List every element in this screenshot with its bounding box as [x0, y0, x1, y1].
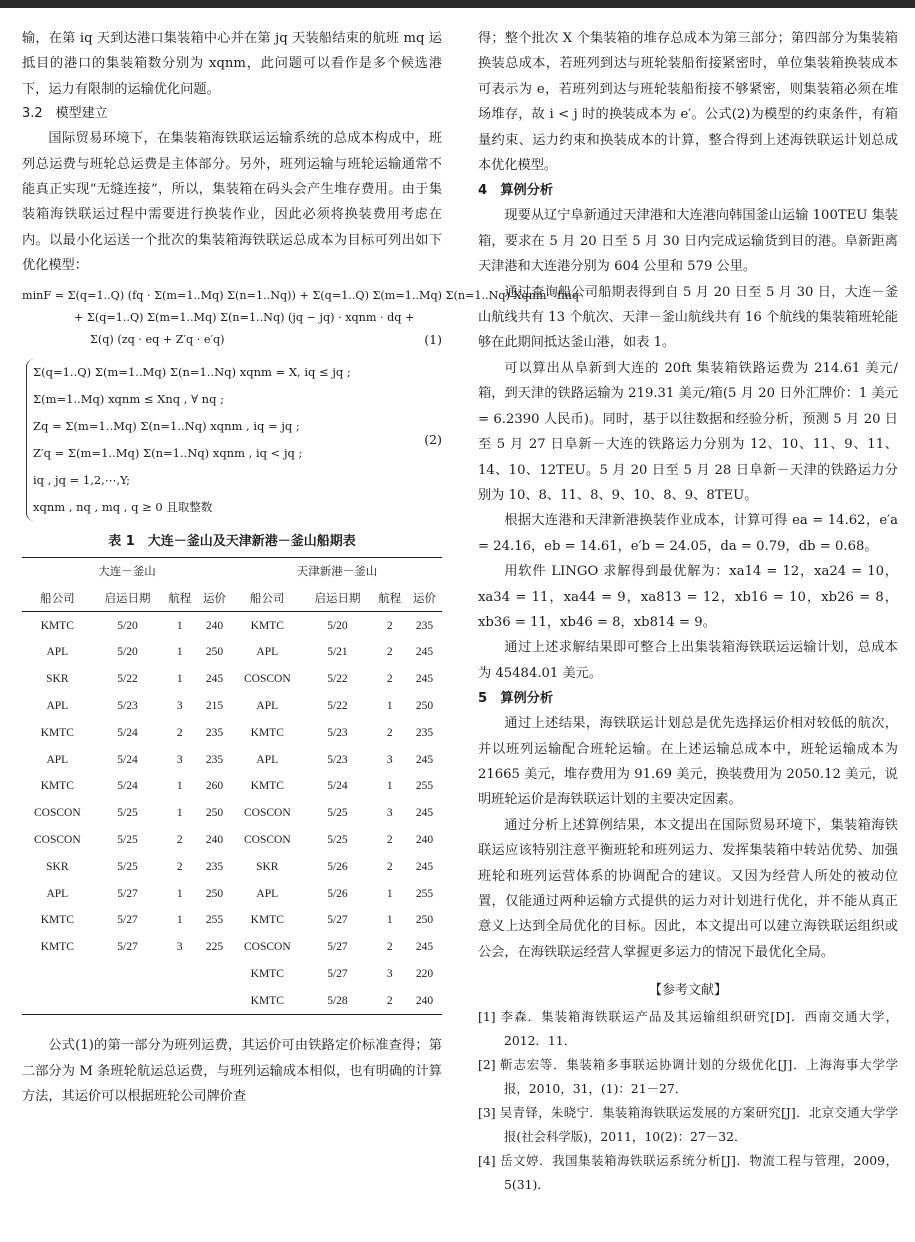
table-cell: 3	[176, 700, 183, 713]
table-cell: KMTC	[250, 726, 284, 739]
table-row	[22, 827, 442, 854]
table-cell: 1	[176, 619, 183, 632]
table-column-header: 运价	[407, 584, 442, 611]
table-cell: 5/25	[117, 834, 138, 847]
table-cell: 3	[386, 807, 393, 820]
table-row	[22, 746, 442, 773]
table-cell: 2	[386, 619, 393, 632]
table-cell: 2	[176, 726, 183, 739]
table-column-header: 启运日期	[93, 584, 163, 611]
table-cell: 5/25	[117, 807, 138, 820]
group-header-tianjin: 天津新港－釜山	[232, 557, 442, 584]
table-cell: APL	[46, 646, 69, 659]
table-cell: 245	[415, 807, 434, 820]
table-cell: 5/27	[327, 968, 348, 980]
reference-item: [3] 吴青铎，朱晓宁．集装箱海铁联运发展的方案研究[J]．北京交通大学学报(社会科学版)，2011，10(2)：27－32．	[478, 1105, 898, 1145]
section-4-paragraph: 通过上述求解结果即可整合上出集装箱海铁联运运输计划，总成本为 45484.01 美元。	[478, 640, 898, 681]
table-cell: 1	[176, 887, 183, 900]
table-cell: 235	[205, 753, 224, 766]
table-cell: 240	[415, 834, 434, 847]
table-row	[22, 693, 442, 720]
table-cell	[22, 961, 93, 988]
table-cell: APL	[256, 887, 279, 900]
table-column-header-row	[22, 584, 442, 611]
equation-2-line: iq , jq = 1,2,⋯,Y;	[33, 472, 131, 487]
table-column-header: 船公司	[232, 584, 303, 611]
equation-2	[22, 359, 442, 521]
section-4-paragraph: 可以算出从阜新到大连的 20ft 集装箱铁路运费为 214.61 美元/箱，到天津的铁路运输为 219.31 美元/箱(5 月 20 日外汇牌价：1 美元 = 6.2390 人民币)。同时，基于以往数据和经验分析，预测 5 月 20 日至 5 月 27 日阜新－大连的铁路运力分别为 12、10、11、9、11、14、10、12TEU。5 月 20 日至 5 月 28 日阜新－天津的铁路运力分别为 10、8、11、8、9、10、8、9、8TEU。	[478, 360, 898, 503]
table-cell: 1	[386, 887, 393, 900]
table-cell: 235	[205, 860, 224, 873]
table-cell: 2	[176, 860, 183, 873]
table-cell: APL	[256, 646, 279, 659]
table-cell: 1	[176, 807, 183, 820]
table-cell: 5/22	[327, 673, 348, 686]
table-cell: APL	[256, 700, 279, 713]
table-cell: 2	[176, 834, 183, 847]
table-cell: KMTC	[232, 987, 303, 1014]
table-cell: 3	[176, 753, 183, 766]
table-cell: 245	[415, 646, 434, 659]
reference-item: [1] 李森．集装箱海铁联运产品及其运输组织研究[D]．西南交通大学，2012．11．	[478, 1009, 898, 1049]
table-row	[22, 639, 442, 666]
table-cell: SKR	[46, 860, 69, 873]
table-row	[22, 880, 442, 907]
equation-2-line: Z′q = Σ(m=1..Mq) Σ(n=1..Nq) xqnm , iq < jq ;	[33, 445, 303, 460]
table-cell: 250	[415, 700, 434, 713]
equation-2-number: (2)	[424, 431, 442, 447]
table-cell: 255	[205, 914, 224, 927]
table-cell: 3	[176, 941, 183, 954]
table-cell: COSCON	[243, 673, 291, 686]
table-cell: 2	[386, 860, 393, 873]
table-cell: KMTC	[250, 968, 284, 980]
table-cell: 245	[415, 941, 434, 954]
table-cell: 250	[205, 807, 224, 820]
table-cell: 240	[205, 619, 224, 632]
table-cell: 260	[205, 780, 224, 793]
table-cell	[93, 961, 163, 988]
table-cell: 5/24	[327, 780, 348, 793]
group-header-dalian: 大连－釜山	[22, 557, 232, 584]
table-row	[22, 719, 442, 746]
table-cell: 1	[176, 673, 183, 686]
table-cell: APL	[256, 753, 279, 766]
table-cell: 245	[205, 673, 224, 686]
table-cell: 220	[415, 968, 434, 980]
table-row	[22, 853, 442, 880]
equation-2-line: Σ(q=1..Q) Σ(m=1..Mq) Σ(n=1..Nq) xqnm = X, iq ≤ jq ;	[33, 364, 351, 379]
table-cell: KMTC	[40, 941, 74, 954]
table-body	[22, 612, 442, 1015]
table-cell: 5/25	[327, 834, 348, 847]
table-cell: KMTC	[40, 726, 74, 739]
table-cell: 5/22	[117, 673, 138, 686]
table-cell	[197, 961, 232, 988]
table-row	[22, 800, 442, 827]
table-cell: 215	[205, 700, 224, 713]
table-cell: APL	[46, 700, 69, 713]
table-column-header: 运价	[197, 584, 232, 611]
table-group-header-row	[22, 557, 442, 584]
table-cell: COSCON	[243, 941, 291, 954]
table-cell: 5/27	[117, 941, 138, 954]
schedule-table	[22, 557, 442, 1016]
table-cell: 2	[386, 646, 393, 659]
table-row	[22, 987, 442, 1014]
equation-2-line: Σ(m=1..Mq) xqnm ≤ Xnq , ∀ nq ;	[33, 391, 224, 406]
table-cell: 245	[415, 753, 434, 766]
equation-2-line: Zq = Σ(m=1..Mq) Σ(n=1..Nq) xqnm , iq = jq ;	[33, 418, 300, 433]
table-cell: KMTC	[40, 780, 74, 793]
table-cell: 5/26	[327, 887, 348, 900]
table-cell: 235	[415, 619, 434, 632]
table-cell	[162, 961, 197, 988]
table-cell: 1	[386, 700, 393, 713]
section-5-heading: 5 算例分析	[478, 691, 554, 707]
table-cell: 2	[386, 941, 393, 954]
table-cell: 5/27	[327, 941, 348, 954]
table-cell: 250	[205, 646, 224, 659]
table-cell: 5/21	[327, 646, 348, 659]
table-cell: 5/23	[327, 753, 348, 766]
table-cell: 235	[205, 726, 224, 739]
table-cell	[22, 987, 93, 1014]
table-cell: SKR	[46, 673, 69, 686]
table-cell: 2	[386, 726, 393, 739]
table-cell: 5/20	[327, 619, 348, 632]
table-cell: APL	[46, 753, 69, 766]
equation-1-line-1: minF = Σ(q=1..Q) (fq · Σ(m=1..Mq) Σ(n=1..Nq)) + Σ(q=1..Q) Σ(m=1..Mq) Σ(n=1..Nq) Xqnm · fmq	[22, 288, 580, 302]
table-cell: 5/24	[117, 753, 138, 766]
table-row	[22, 907, 442, 934]
table-row	[22, 773, 442, 800]
section-5-paragraph: 通过分析上述算例结果，本文提出在国际贸易环境下，集装箱海铁联运应该特别注意平衡班轮和班列运力、发挥集装箱中转站优势、加强班轮和班列运营体系的协调配合的建议。又因为经营人所处的被动位置，仅能通过两种运输方式提供的运力对计划进行优化，并不能从真正意义上达到全局优化的目标。因此，本文提出可以建立海铁联运组织或公会，在海铁联运经营人掌握更多运力的情况下最优化全局。	[478, 817, 898, 960]
table-cell: 5/27	[327, 914, 348, 927]
table-column-header: 船公司	[22, 584, 93, 611]
table-cell	[197, 987, 232, 1014]
table-row	[22, 612, 442, 639]
table-column-header: 航程	[372, 584, 407, 611]
table-cell	[162, 987, 197, 1014]
bottom-paragraph: 公式(1)的第一部分为班列运费，其运价可由铁路定价标准查得；第二部分为 M 条班轮航运总运费，与班列运输成本相似，也有明确的计算方法，其运价可以根据班轮公司牌价查	[22, 1038, 442, 1105]
page-header-band	[0, 0, 915, 8]
table-row	[22, 666, 442, 693]
table-cell: KMTC	[40, 914, 74, 927]
section-4-heading: 4 算例分析	[478, 183, 554, 199]
equation-2-brace	[26, 359, 442, 521]
reference-item: [2] 靳志宏等．集装箱多事联运协调计划的分级优化[J]．上海海事大学学报，2010，31，(1)：21－27．	[478, 1057, 898, 1097]
equation-1-line-2: + Σ(q=1..Q) Σ(m=1..Mq) Σ(n=1..Nq) (jq − jq) · xqnm · dq +	[74, 310, 415, 324]
table-cell: 5/25	[327, 807, 348, 820]
table-cell: 5/24	[117, 780, 138, 793]
table-row	[22, 934, 442, 961]
continued-paragraph: 得；整个批次 X 个集装箱的堆存总成本为第三部分；第四部分为集装箱换装总成本，若班列到达与班轮装船衔接紧密时，单位集装箱换装成本可表示为 e，若班列到达与班轮装船衔接不够紧密，则集装箱必须在堆场堆存，故 i < j 时的换装成本为 e′。公式(2)为模型的约束条件，有箱量约束、运力约束和换装成本的计算，整合得到上述海铁联运计划总成本优化模型。	[478, 31, 898, 174]
table-cell	[93, 987, 163, 1014]
references-title: 【参考文献】	[648, 983, 727, 999]
table-cell: 3	[386, 753, 393, 766]
section-4-paragraph: 现要从辽宁阜新通过天津港和大连港向韩国釜山运输 100TEU 集装箱，要求在 5 月 20 日至 5 月 30 日内完成运输货到目的港。阜新距离天津港和大连港分别为 604 公里和 579 公里。	[478, 208, 898, 275]
table-cell: 5/23	[327, 726, 348, 739]
section-4-paragraph: 根据大连港和天津新港换装作业成本，计算可得 ea = 14.62，e′a = 24.16，eb = 14.61，e′b = 24.05，da = 0.79，db = 0.68。	[478, 513, 898, 554]
table-cell: 5/20	[117, 619, 138, 632]
table-cell: SKR	[256, 860, 279, 873]
table-cell: 5/27	[117, 914, 138, 927]
table-cell: 255	[415, 887, 434, 900]
right-column	[478, 26, 898, 1197]
equation-1-line-3: Σ(q) (zq · eq + Z′q · e′q)	[90, 332, 225, 346]
table-cell: APL	[46, 887, 69, 900]
table-cell: 1	[176, 780, 183, 793]
table-caption: 表 1 大连－釜山及天津新港－釜山船期表	[108, 533, 356, 549]
table-cell: 2	[386, 673, 393, 686]
table-cell: 1	[386, 780, 393, 793]
table-cell: COSCON	[34, 807, 81, 820]
table-cell: 235	[415, 726, 434, 739]
section-4-paragraph: 用软件 LINGO 求解得到最优解为：xa14 = 12，xa24 = 10，xa34 = 11，xa44 = 9，xa813 = 12，xb16 = 10，xb26 = 8，xb36 = 11，xb46 = 8，xb814 = 9。	[478, 564, 898, 630]
table-cell: 240	[205, 834, 224, 847]
table-column-header: 启运日期	[303, 584, 373, 611]
equation-2-line: xqnm , nq , mq , q ≥ 0 且取整数	[33, 499, 213, 514]
table-cell: 5/23	[117, 700, 138, 713]
table-cell: KMTC	[250, 914, 284, 927]
table-cell: 255	[415, 780, 434, 793]
table-cell: COSCON	[243, 807, 291, 820]
table-cell: 5/24	[117, 726, 138, 739]
table-cell: COSCON	[34, 834, 81, 847]
table-cell: COSCON	[243, 834, 291, 847]
table-cell: 2	[386, 834, 393, 847]
table-cell: 1	[176, 646, 183, 659]
section-5-paragraph: 通过上述结果，海铁联运计划总是优先选择运价相对较低的航次，并以班列运输配合班轮运输。在上述运输总成本中，班轮运输成本为 21665 美元，堆存费用为 91.69 美元，换装费用为 2050.12 美元，说明班轮运价是海铁联运计划的主要决定因素。	[478, 716, 898, 808]
table-cell: 5/28	[303, 987, 373, 1014]
table-cell: 1	[176, 914, 183, 927]
table-cell: 5/27	[117, 887, 138, 900]
table-cell: 5/26	[327, 860, 348, 873]
reference-item: [4] 岳文婷．我国集装箱海铁联运系统分析[J]．物流工程与管理，2009，5(31)．	[478, 1153, 898, 1193]
table-cell: KMTC	[40, 619, 74, 632]
table-cell: 240	[407, 987, 442, 1014]
table-cell: 225	[205, 941, 224, 954]
table-cell: 245	[415, 860, 434, 873]
table-cell: 5/22	[327, 700, 348, 713]
table-cell: 2	[372, 987, 407, 1014]
table-cell: KMTC	[250, 619, 284, 632]
table-column-header: 航程	[162, 584, 197, 611]
table-cell: 5/25	[117, 860, 138, 873]
model-paragraph: 国际贸易环境下，在集装箱海铁联运运输系统的总成本构成中，班列总运费与班轮总运费是主体部分。另外，班列运输与班轮运输通常不能真正实现“无缝连接”，所以，集装箱在码头会产生堆存费用。由于集装箱海铁联运过程中需要进行换装作业，因此必须将换装费用考虑在内。以最小化运送一个批次的集装箱海铁联运总成本为目标可列出如下优化模型：	[22, 131, 442, 274]
table-cell: 3	[386, 968, 393, 980]
table-cell: 5/20	[117, 646, 138, 659]
equation-1-number: (1)	[424, 331, 442, 347]
table-cell: KMTC	[250, 780, 284, 793]
table-cell: 1	[386, 914, 393, 927]
table-row	[22, 961, 442, 988]
equation-1	[22, 285, 580, 351]
table-cell: 245	[415, 673, 434, 686]
intro-paragraph: 输，在第 iq 天到达港口集装箱中心并在第 jq 天装船结束的航班 mq 运抵目的港口的集装箱数分别为 xqnm，此问题可以看作是多个候选港下，运力有限制的运输优化问题。	[22, 31, 442, 97]
references-list	[478, 1005, 898, 1197]
table-cell: 250	[415, 914, 434, 927]
section-4-paragraph: 通过查询船公司船期表得到自 5 月 20 日至 5 月 30 日，大连－釜山航线共有 13 个航次、天津－釜山航线共有 16 个航线的集装箱班轮能够在此期间抵达釜山港，如表 1。	[478, 284, 898, 351]
table-cell: 250	[205, 887, 224, 900]
section-3-2-heading: 3.2 模型建立	[22, 106, 108, 122]
